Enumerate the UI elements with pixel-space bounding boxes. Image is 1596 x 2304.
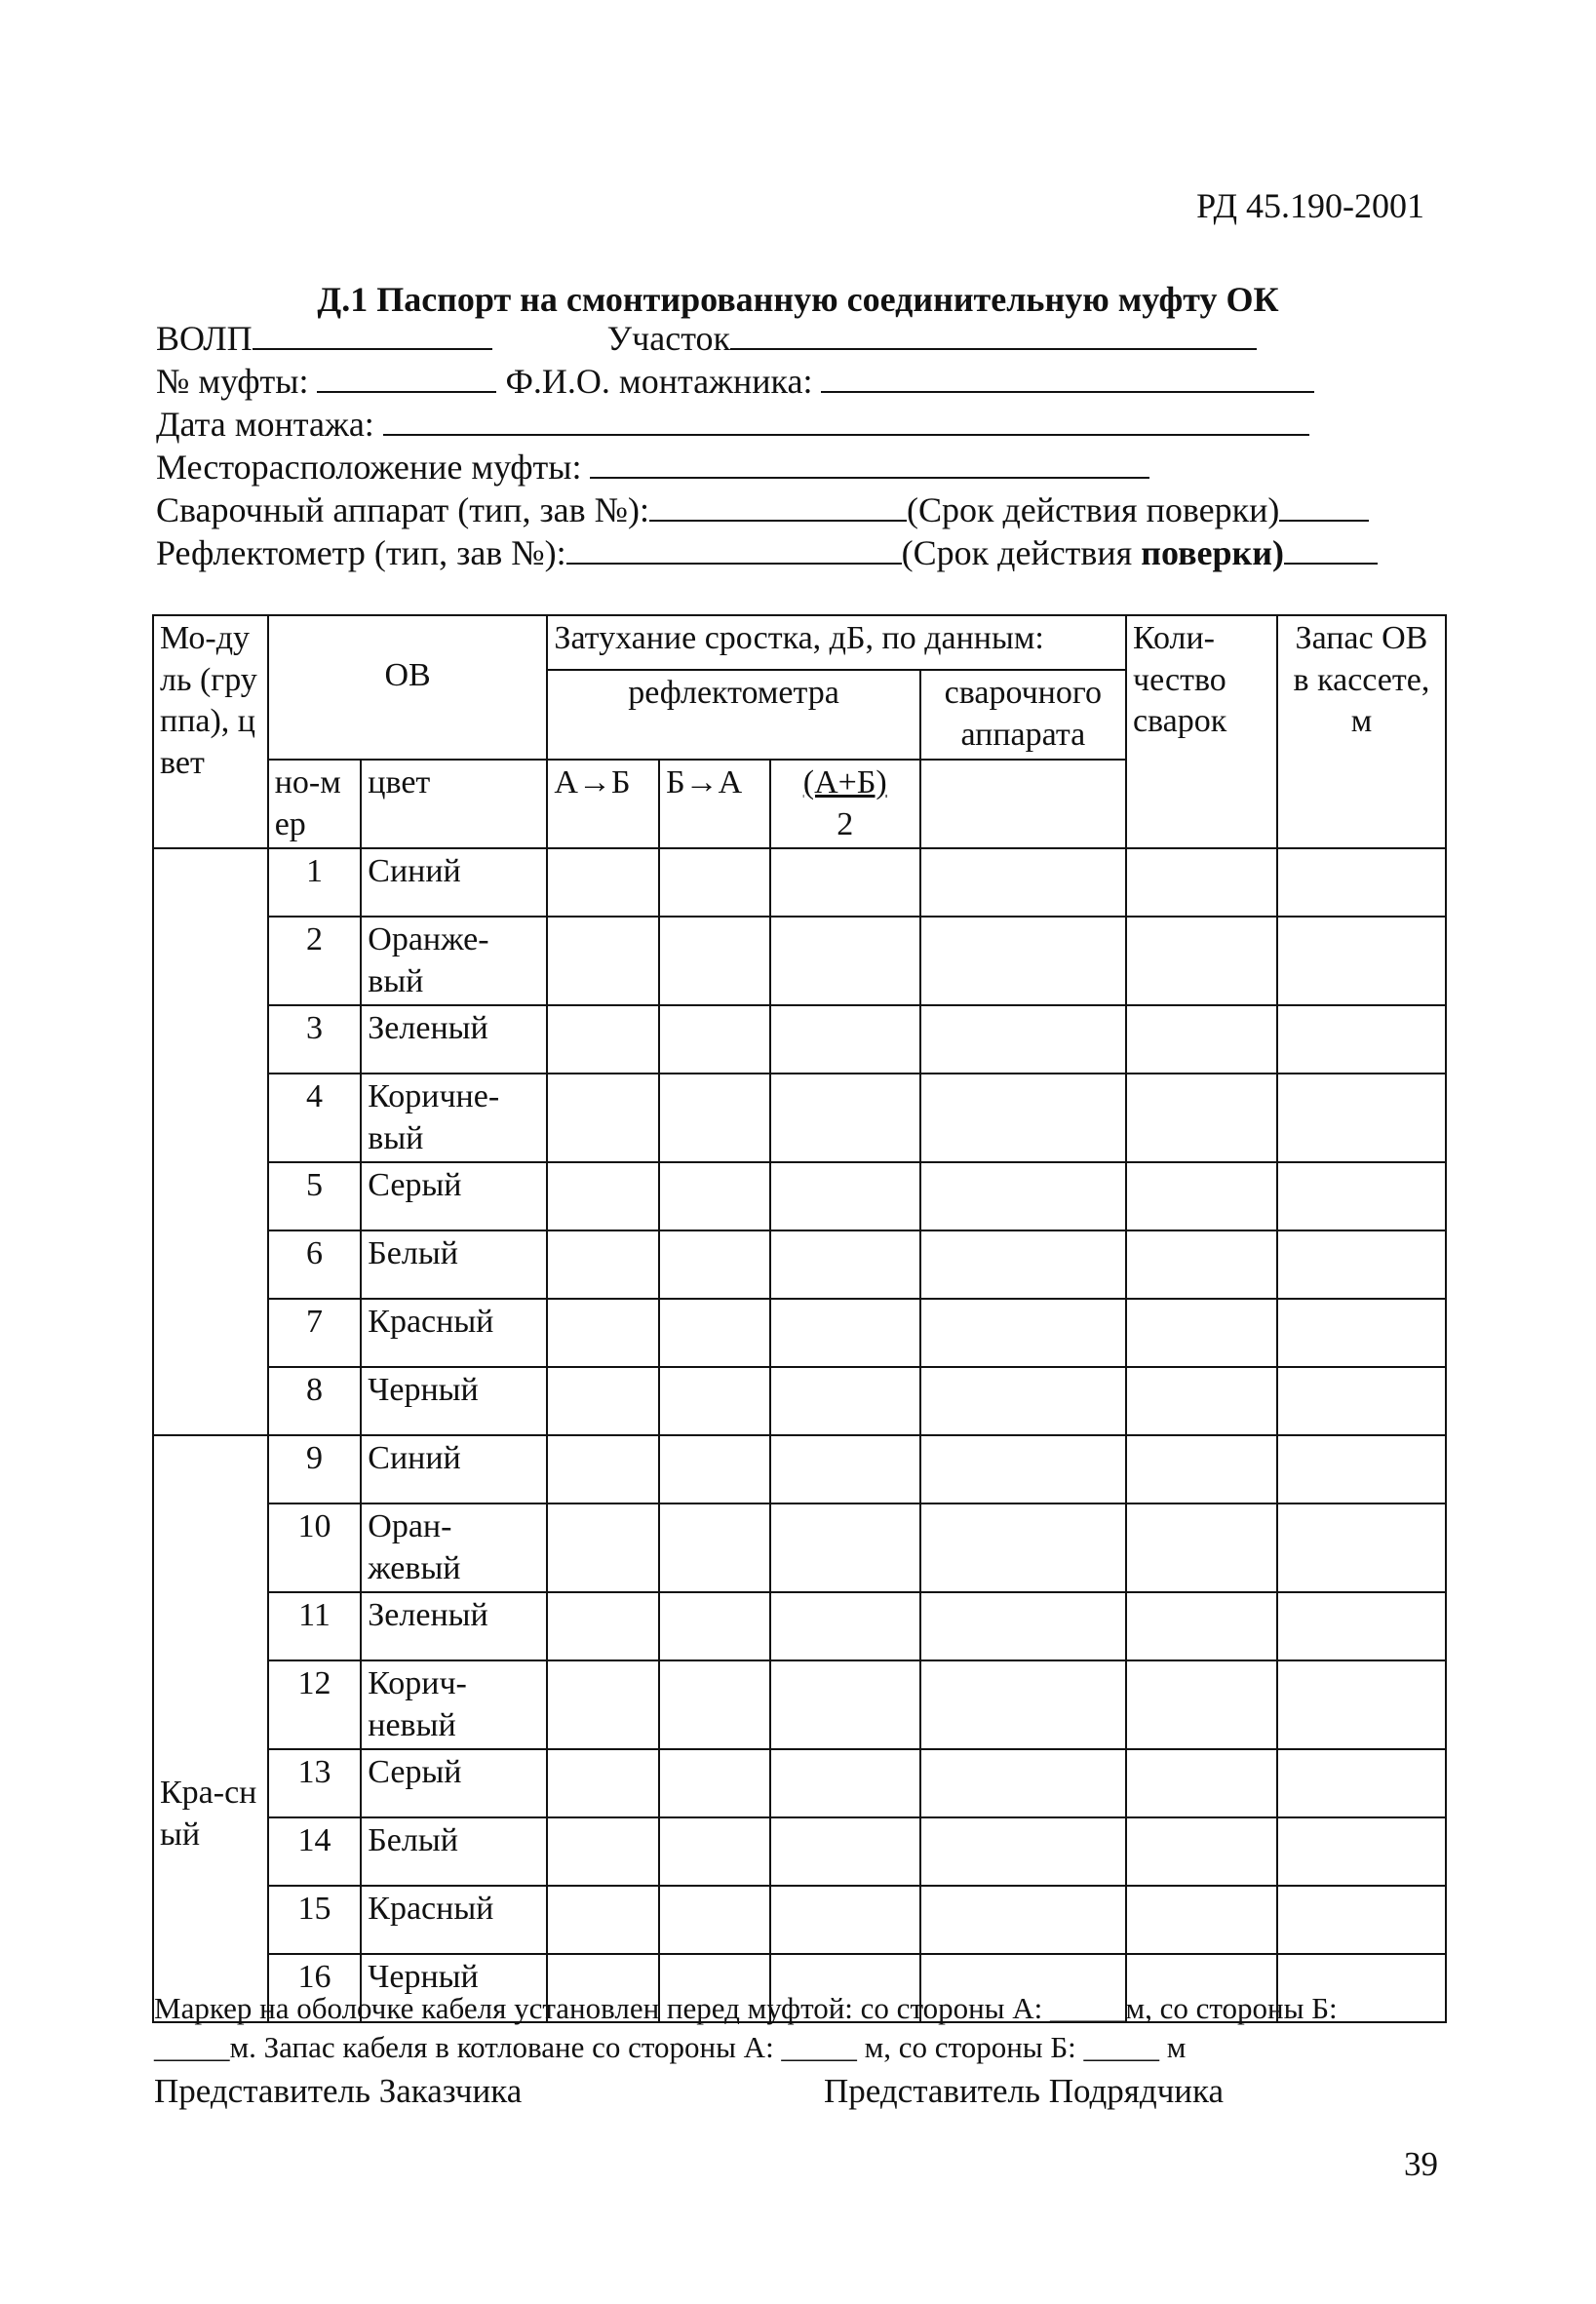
fiber-color: Красный — [361, 1299, 547, 1367]
ba-value-cell[interactable] — [659, 1299, 770, 1367]
reserve-value-cell[interactable] — [1277, 1230, 1446, 1299]
weld-count-cell[interactable] — [1126, 1886, 1277, 1954]
mufta-line[interactable] — [317, 362, 496, 393]
ba-value-cell[interactable] — [659, 1230, 770, 1299]
module-cell-group2: Кра-сный — [153, 1435, 268, 2022]
ab-value-cell[interactable] — [547, 1230, 659, 1299]
marker-note-line2: _____м. Запас кабеля в котловане со стороны А: _____ м, со стороны Б: _____ м — [154, 2030, 1187, 2064]
welding-value-cell[interactable] — [920, 1230, 1126, 1299]
refl-term-line[interactable] — [1284, 533, 1378, 565]
table-row — [153, 1367, 1446, 1435]
date-line[interactable] — [383, 405, 1309, 436]
th-attenuation: Затухание сростка, дБ, по данным: — [547, 615, 1126, 670]
fiber-number: 12 — [268, 1660, 362, 1749]
ab-value-cell[interactable] — [547, 1299, 659, 1367]
avg-value-cell[interactable] — [770, 1886, 920, 1954]
welding-value-cell[interactable] — [920, 1299, 1126, 1367]
table-row — [153, 1435, 1446, 1503]
reserve-value-cell[interactable] — [1277, 1503, 1446, 1592]
ba-value-cell[interactable] — [659, 917, 770, 1005]
fiber-color: Зеленый — [361, 1592, 547, 1660]
reflectometer-line[interactable] — [566, 533, 902, 565]
ba-value-cell[interactable] — [659, 1592, 770, 1660]
ab-value-cell[interactable] — [547, 1435, 659, 1503]
welding-value-cell[interactable] — [920, 1660, 1126, 1749]
avg-value-cell[interactable] — [770, 917, 920, 1005]
weld-count-cell[interactable] — [1126, 1592, 1277, 1660]
fiber-number: 11 — [268, 1592, 362, 1660]
welding-value-cell[interactable] — [920, 1162, 1126, 1230]
avg-value-cell[interactable] — [770, 1435, 920, 1503]
fiber-number: 7 — [268, 1299, 362, 1367]
th-color: цвет — [361, 760, 547, 848]
weld-count-cell[interactable] — [1126, 1162, 1277, 1230]
weld-count-cell[interactable] — [1126, 1230, 1277, 1299]
table-row — [153, 848, 1446, 917]
fiber-color: Черный — [361, 1954, 547, 2022]
avg-value-cell[interactable] — [770, 848, 920, 917]
avg-value-cell[interactable] — [770, 1592, 920, 1660]
refl-term-label: (Срок действия — [901, 533, 1142, 572]
fiber-number: 8 — [268, 1367, 362, 1435]
ab-value-cell[interactable] — [547, 848, 659, 917]
ba-value-cell[interactable] — [659, 1503, 770, 1592]
fiber-color: Серый — [361, 1749, 547, 1817]
uchastok-line[interactable] — [730, 319, 1257, 350]
reserve-value-cell[interactable] — [1277, 1660, 1446, 1749]
ba-value-cell[interactable] — [659, 1005, 770, 1074]
weld-count-cell[interactable] — [1126, 1435, 1277, 1503]
fiber-number: 2 — [268, 917, 362, 1005]
table-row — [153, 1886, 1446, 1954]
welding-value-cell[interactable] — [920, 1886, 1126, 1954]
weld-count-cell[interactable] — [1126, 1005, 1277, 1074]
ab-value-cell[interactable] — [547, 1503, 659, 1592]
welding-value-cell[interactable] — [920, 1005, 1126, 1074]
location-label: Месторасположение муфты: — [156, 448, 582, 487]
avg-value-cell[interactable] — [770, 1162, 920, 1230]
fiber-number: 13 — [268, 1749, 362, 1817]
table-row — [153, 1005, 1446, 1074]
welding-value-cell[interactable] — [920, 1592, 1126, 1660]
welding-value-cell[interactable] — [920, 917, 1126, 1005]
table-row — [153, 1299, 1446, 1367]
fiber-number: 16 — [268, 1954, 362, 2022]
fiber-number: 15 — [268, 1886, 362, 1954]
refl-term-label-bold: поверки) — [1141, 533, 1285, 572]
volp-line[interactable] — [253, 319, 492, 350]
fio-line[interactable] — [821, 362, 1314, 393]
fiber-number: 9 — [268, 1435, 362, 1503]
avg-value-cell[interactable] — [770, 1074, 920, 1162]
th-module: Мо-дуль (группа), цвет — [153, 615, 268, 848]
fio-label: Ф.И.О. монтажника: — [505, 362, 813, 401]
field-row-date — [156, 404, 1309, 445]
mufta-label: № муфты: — [156, 362, 309, 401]
field-row-mufta — [156, 361, 1314, 402]
fiber-number: 1 — [268, 848, 362, 917]
welding-value-cell[interactable] — [920, 1367, 1126, 1435]
avg-value-cell[interactable] — [770, 1817, 920, 1886]
welder-term-label: (Срок действия поверки) — [907, 490, 1280, 529]
fiber-color: Оранже-вый — [361, 917, 547, 1005]
reserve-value-cell[interactable] — [1277, 917, 1446, 1005]
table-row — [153, 1592, 1446, 1660]
fiber-color: Синий — [361, 1435, 547, 1503]
fiber-color: Серый — [361, 1162, 547, 1230]
reserve-value-cell[interactable] — [1277, 1817, 1446, 1886]
splice-table — [152, 614, 1447, 2023]
ba-value-cell[interactable] — [659, 1886, 770, 1954]
table-row — [153, 1503, 1446, 1592]
welding-value-cell[interactable] — [920, 848, 1126, 917]
avg-value-cell[interactable] — [770, 1005, 920, 1074]
table-row — [153, 917, 1446, 1005]
uchastok-label: Участок — [606, 319, 730, 358]
reserve-value-cell[interactable] — [1277, 1435, 1446, 1503]
field-row-reflectometer — [156, 532, 1378, 573]
th-reserve: Запас ОВ в кассете, м — [1277, 615, 1446, 848]
ab-value-cell[interactable] — [547, 1592, 659, 1660]
ab-value-cell[interactable] — [547, 1162, 659, 1230]
reserve-value-cell[interactable] — [1277, 1299, 1446, 1367]
avg-value-cell[interactable] — [770, 1299, 920, 1367]
table-row — [153, 1660, 1446, 1749]
fiber-color: Белый — [361, 1817, 547, 1886]
reserve-value-cell[interactable] — [1277, 1886, 1446, 1954]
page-title: Д.1 Паспорт на смонтированную соединительную муфту ОК — [317, 280, 1279, 319]
fiber-number: 6 — [268, 1230, 362, 1299]
th-empty — [920, 760, 1126, 848]
fiber-color: Коричне-вый — [361, 1074, 547, 1162]
fiber-number: 3 — [268, 1005, 362, 1074]
ba-value-cell[interactable] — [659, 1367, 770, 1435]
welding-value-cell[interactable] — [920, 1435, 1126, 1503]
avg-numerator: (А+Б) — [802, 764, 887, 801]
table-row — [153, 1749, 1446, 1817]
th-reflectometer: рефлектометра — [547, 670, 919, 760]
reserve-value-cell[interactable] — [1277, 848, 1446, 917]
fiber-number: 10 — [268, 1503, 362, 1592]
th-count: Коли-чество сварок — [1126, 615, 1277, 848]
reserve-value-cell[interactable] — [1277, 1592, 1446, 1660]
avg-value-cell[interactable] — [770, 1503, 920, 1592]
ba-value-cell[interactable] — [659, 1749, 770, 1817]
contractor-signature-label: Представитель Подрядчика — [824, 2072, 1225, 2110]
ab-value-cell[interactable] — [547, 1817, 659, 1886]
welding-value-cell[interactable] — [920, 1074, 1126, 1162]
th-ab: А→Б — [547, 760, 659, 848]
location-line[interactable] — [590, 448, 1149, 479]
field-row-volp — [156, 318, 1257, 359]
ab-value-cell[interactable] — [547, 1660, 659, 1749]
fiber-color: Синий — [361, 848, 547, 917]
fiber-color: Белый — [361, 1230, 547, 1299]
customer-signature-label: Представитель Заказчика — [154, 2072, 523, 2110]
weld-count-cell[interactable] — [1126, 1660, 1277, 1749]
marker-note-line1: Маркер на оболочке кабеля установлен перед муфтой: со стороны А: _____м, со стороны Б: — [154, 1991, 1338, 2025]
field-row-welder — [156, 489, 1369, 530]
avg-value-cell[interactable] — [770, 1230, 920, 1299]
ab-value-cell[interactable] — [547, 1749, 659, 1817]
welder-line[interactable] — [649, 490, 907, 522]
ba-value-cell[interactable] — [659, 1660, 770, 1749]
welder-label: Сварочный аппарат (тип, зав №): — [156, 490, 649, 529]
fiber-number: 4 — [268, 1074, 362, 1162]
weld-count-cell[interactable] — [1126, 1749, 1277, 1817]
th-welding: сварочного аппарата — [920, 670, 1126, 760]
ba-value-cell[interactable] — [659, 1162, 770, 1230]
ab-value-cell[interactable] — [547, 1074, 659, 1162]
fiber-number: 5 — [268, 1162, 362, 1230]
table-row — [153, 1230, 1446, 1299]
field-row-location — [156, 447, 1149, 488]
weld-count-cell[interactable] — [1126, 917, 1277, 1005]
weld-count-cell[interactable] — [1126, 1074, 1277, 1162]
reflectometer-label: Рефлектометр (тип, зав №): — [156, 533, 566, 572]
fiber-color: Черный — [361, 1367, 547, 1435]
fiber-color: Оран-жевый — [361, 1503, 547, 1592]
reserve-value-cell[interactable] — [1277, 1749, 1446, 1817]
table-row — [153, 1074, 1446, 1162]
reserve-value-cell[interactable] — [1277, 1074, 1446, 1162]
th-ba: Б→А — [659, 760, 770, 848]
ba-value-cell[interactable] — [659, 848, 770, 917]
welder-term-line[interactable] — [1279, 490, 1369, 522]
avg-value-cell[interactable] — [770, 1749, 920, 1817]
ba-value-cell[interactable] — [659, 1817, 770, 1886]
weld-count-cell[interactable] — [1126, 848, 1277, 917]
fiber-color: Корич-невый — [361, 1660, 547, 1749]
document-code: РД 45.190-2001 — [1196, 186, 1424, 225]
th-number: но-мер — [268, 760, 362, 848]
avg-denominator: 2 — [837, 805, 854, 842]
avg-value-cell[interactable] — [770, 1660, 920, 1749]
fiber-number: 14 — [268, 1817, 362, 1886]
table-row — [153, 1817, 1446, 1886]
ba-value-cell[interactable] — [659, 1435, 770, 1503]
reserve-value-cell[interactable] — [1277, 1162, 1446, 1230]
reserve-value-cell[interactable] — [1277, 1005, 1446, 1074]
welding-value-cell[interactable] — [920, 1749, 1126, 1817]
fiber-color: Красный — [361, 1886, 547, 1954]
ab-value-cell[interactable] — [547, 917, 659, 1005]
ab-value-cell[interactable] — [547, 1367, 659, 1435]
date-label: Дата монтажа: — [156, 405, 374, 444]
page-number: 39 — [1404, 2145, 1438, 2183]
ab-value-cell[interactable] — [547, 1005, 659, 1074]
avg-value-cell[interactable] — [770, 1367, 920, 1435]
th-ov: ОВ — [268, 615, 548, 760]
weld-count-cell[interactable] — [1126, 1367, 1277, 1435]
th-avg — [770, 760, 920, 848]
ab-value-cell[interactable] — [547, 1886, 659, 1954]
fiber-color: Зеленый — [361, 1005, 547, 1074]
welding-value-cell[interactable] — [920, 1503, 1126, 1592]
welding-value-cell[interactable] — [920, 1817, 1126, 1886]
weld-count-cell[interactable] — [1126, 1299, 1277, 1367]
reserve-value-cell[interactable] — [1277, 1367, 1446, 1435]
weld-count-cell[interactable] — [1126, 1503, 1277, 1592]
table-row — [153, 1162, 1446, 1230]
module-cell-group1 — [153, 848, 268, 1435]
volp-label: ВОЛП — [156, 319, 253, 358]
ba-value-cell[interactable] — [659, 1074, 770, 1162]
weld-count-cell[interactable] — [1126, 1817, 1277, 1886]
